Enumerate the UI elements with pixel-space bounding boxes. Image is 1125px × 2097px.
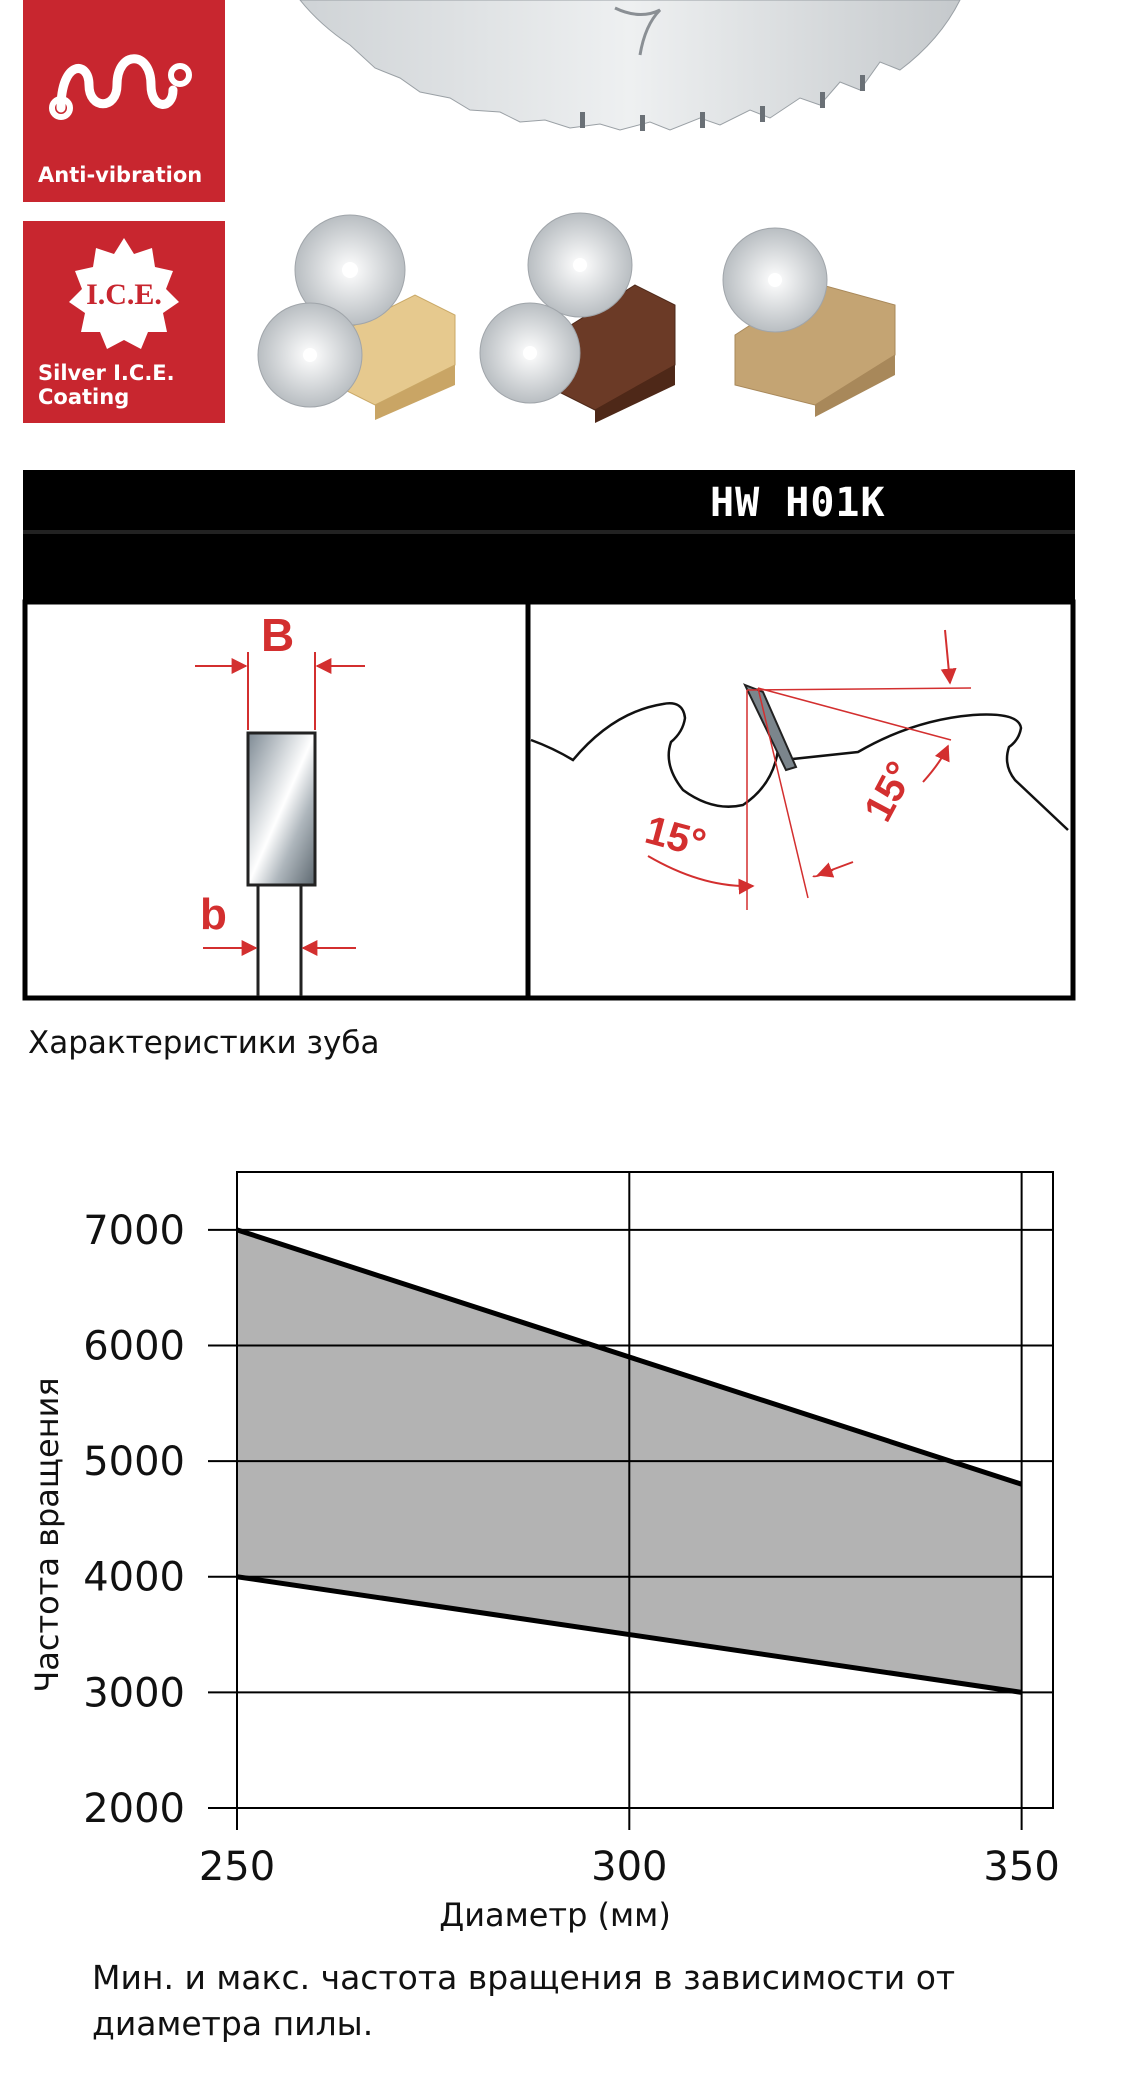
y-tick-label: 7000	[83, 1207, 185, 1254]
width-label-minor: b	[200, 890, 227, 939]
x-tick-label: 350	[983, 1844, 1060, 1890]
tooth-caption: Характеристики зуба	[28, 1025, 380, 1061]
x-tick-label: 250	[198, 1844, 276, 1890]
anti-vibration-label: Anti-vibration	[38, 163, 203, 187]
chart-caption: Мин. и макс. частота вращения в зависимости от диаметра пилы.	[92, 1958, 956, 2043]
ice-seal-text: I.C.E.	[86, 278, 162, 311]
dark-wood-cut-icon	[480, 213, 675, 423]
light-wood-cut-icon	[258, 215, 455, 420]
tooth-diagram	[23, 600, 1075, 1000]
x-axis-label: Диаметр (мм)	[439, 1896, 671, 1934]
anti-vibration-badge	[23, 0, 225, 202]
cutting-illustrations	[255, 205, 905, 430]
rpm-chart	[0, 1150, 1125, 1934]
y-tick-label: 3000	[83, 1670, 185, 1717]
product-title: HW H01K	[710, 480, 886, 526]
angle-label-1: 15°	[640, 808, 711, 867]
chipboard-cut-icon	[723, 228, 895, 417]
wave-loop-icon	[43, 30, 213, 130]
ice-label-line2: Coating	[38, 385, 130, 409]
y-tick-label: 6000	[83, 1323, 185, 1370]
x-tick-label: 300	[591, 1844, 668, 1890]
y-tick-label: 5000	[83, 1439, 185, 1486]
ice-coating-badge	[23, 221, 225, 423]
ice-label-line1: Silver I.C.E.	[38, 361, 175, 385]
header-divider	[23, 530, 1075, 534]
y-tick-label: 4000	[83, 1554, 185, 1601]
angle-label-2: 15°	[856, 754, 924, 829]
width-label-major: B	[261, 609, 295, 661]
y-tick-label: 2000	[83, 1786, 185, 1832]
y-axis-label: Частота вращения	[28, 1377, 66, 1693]
product-header-bar	[23, 470, 1075, 600]
